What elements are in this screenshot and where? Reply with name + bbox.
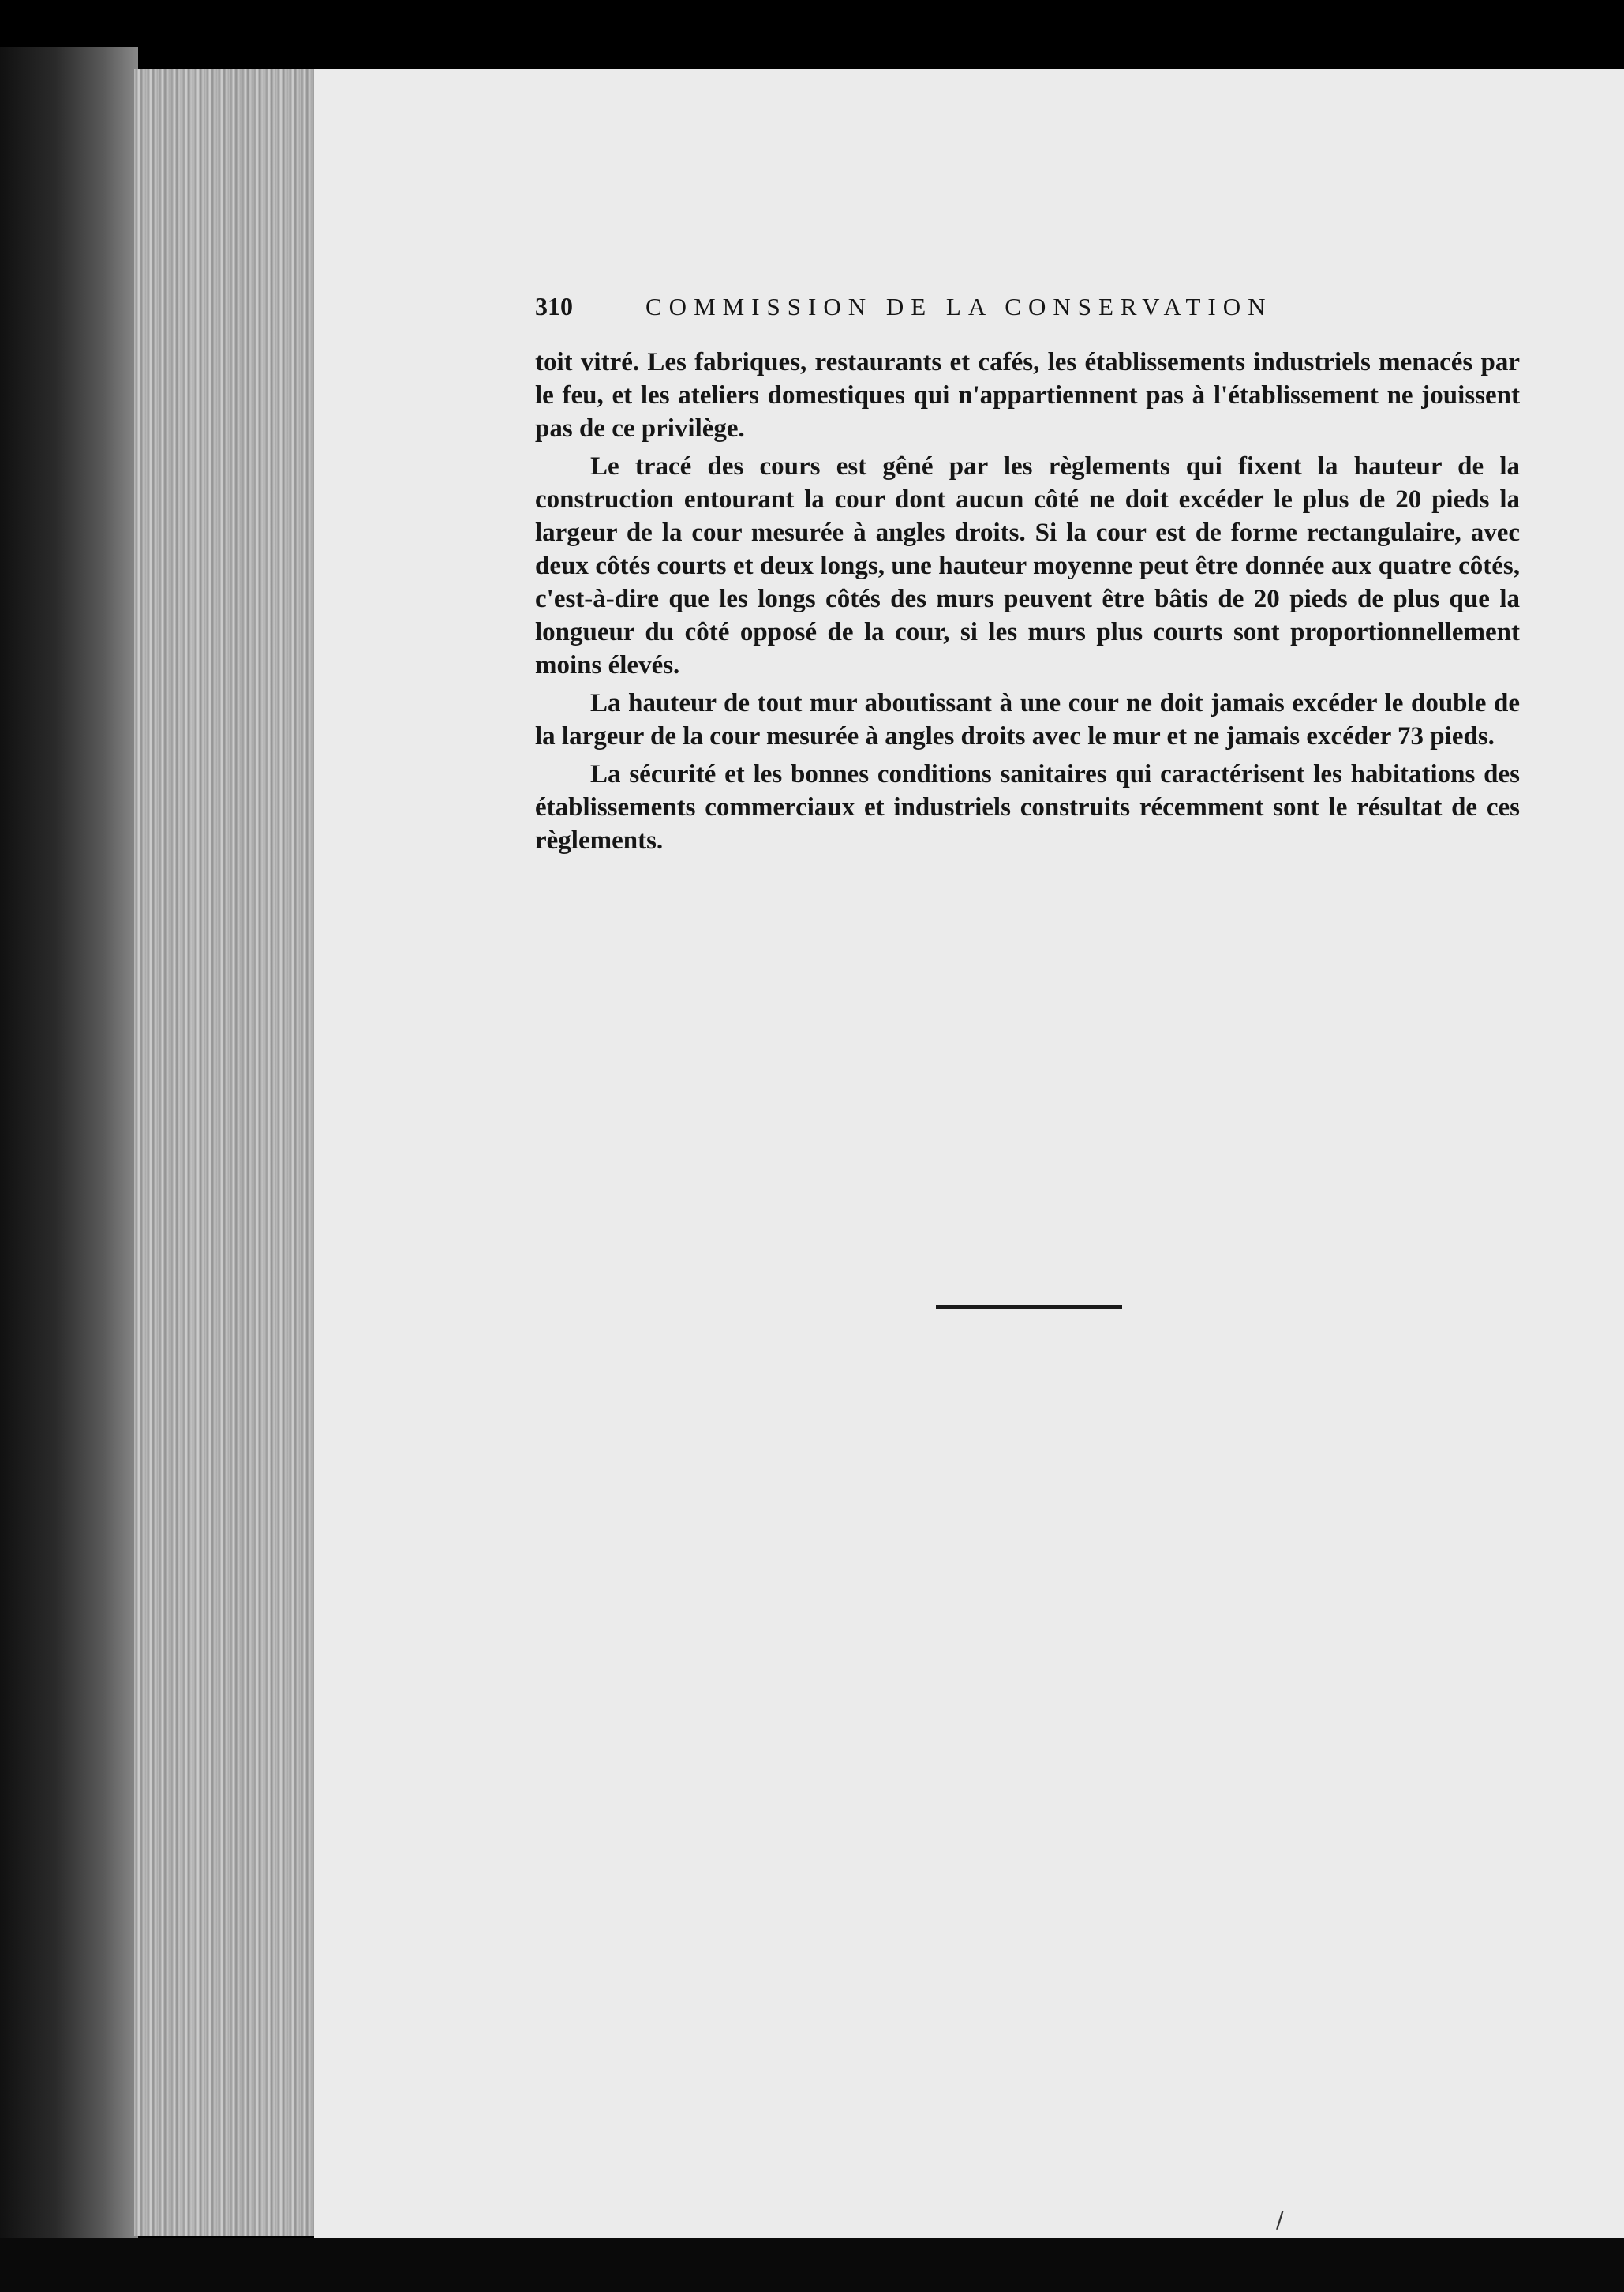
page-edges	[134, 69, 316, 2236]
page-text	[535, 292, 1520, 857]
paragraph: La hauteur de tout mur aboutissant à une cour ne doit jamais excéder le double de la largeur de la cour mesurée à angles droits avec le mur et ne jamais excéder 73 pieds.	[535, 689, 1520, 751]
scan-bottom-border	[0, 2238, 1624, 2292]
page-number: 310	[535, 292, 573, 320]
book-binding	[0, 47, 138, 2241]
section-end-rule	[936, 1305, 1122, 1309]
paragraph: La sécurité et les bonnes conditions sanitaires qui caractérisent les habitations des établissements commerciaux et industriels construits récemment sont le résultat de ces règlements.	[535, 760, 1520, 855]
running-head-title: COMMISSION DE LA CONSERVATION	[645, 293, 1273, 320]
running-head	[535, 292, 1520, 328]
stray-mark: /	[1276, 2207, 1284, 2233]
paragraph: Le tracé des cours est gêné par les règlements qui fixent la hauteur de la construction entourant la cour dont aucun côté ne doit excéder le plus de 20 pieds la largeur de la cour mesurée à angles droits. Si la cour est de forme rectangulaire, avec deux côtés courts et deux longs, une hauteur moyenne peut être donnée aux quatre côtés, c'est-à-dire que les longs côtés des murs peuvent être bâtis de 20 pieds de plus que la longueur du côté opposé de la cour, si les murs plus courts sont proportionnellement moins élevés.	[535, 452, 1520, 680]
paragraph: toit vitré. Les fabriques, restaurants et cafés, les établissements industriels menacés par le feu, et les ateliers domestiques qui n'appartiennent pas à l'établissement ne jouissent pas de ce privilège.	[535, 348, 1520, 443]
